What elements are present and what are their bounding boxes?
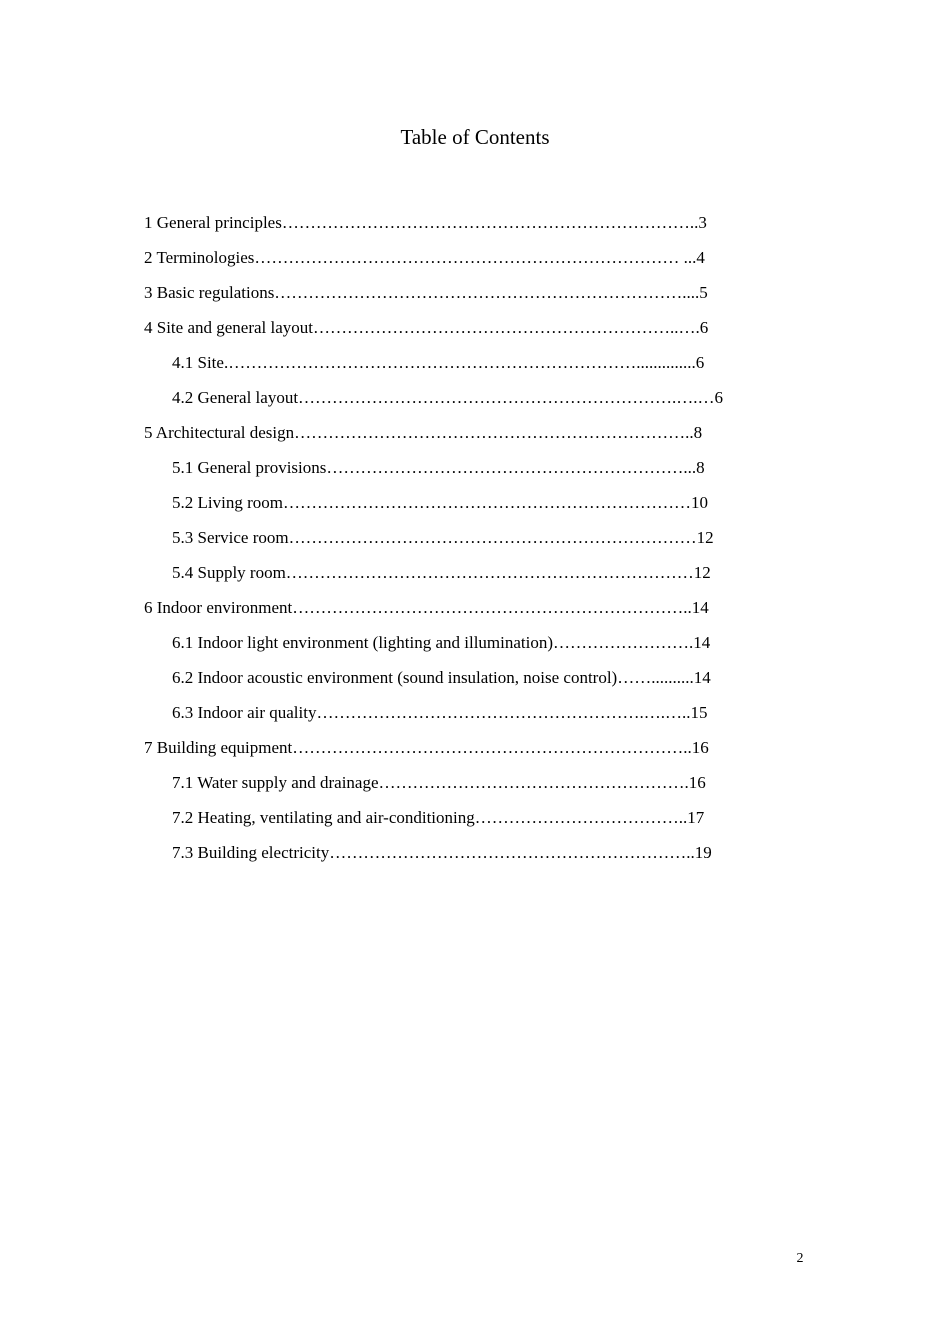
- toc-entry-text: 4.1 Site.………………………………………………………………..............6: [172, 353, 705, 372]
- toc-entry-5-4: [0, 559, 950, 594]
- toc-entry-4-1: [0, 349, 950, 384]
- toc-entry-text: 5.2 Living room………………………………………………………………10: [172, 493, 708, 512]
- toc-entry-7-1: [0, 769, 950, 804]
- toc-entry-5-2: [0, 489, 950, 524]
- toc-entry-5-3: [0, 524, 950, 559]
- toc-entry-text: 6 Indoor environment……………………………………………………………..14: [144, 598, 709, 617]
- toc-entry-4-2: [0, 384, 950, 419]
- toc-entry-6-1: [0, 629, 950, 664]
- toc-entry-2: [0, 244, 950, 279]
- toc-entry-text: 3 Basic regulations………………………………………………………………....5: [144, 283, 708, 302]
- toc-entry-3: [0, 279, 950, 314]
- toc-entry-text: 4.2 General layout………………………………………………………….….…6: [172, 388, 724, 407]
- toc-entry-text: 5.1 General provisions………………………………………………………...8: [172, 458, 705, 477]
- toc-entry-7-2: [0, 804, 950, 839]
- toc-list: [0, 209, 950, 874]
- toc-entry-7-3: [0, 839, 950, 874]
- toc-title: Table of Contents: [400, 125, 550, 149]
- toc-entry-text: 5.4 Supply room………………………………………………………………12: [172, 563, 711, 582]
- toc-entry-5-1: [0, 454, 950, 489]
- toc-entry-text: 6.3 Indoor air quality………………………………………………….….…..15: [172, 703, 708, 722]
- toc-entry-text: 6.2 Indoor acoustic environment (sound insulation, noise control)……..........14: [172, 668, 711, 687]
- toc-entry-7: [0, 734, 950, 769]
- toc-entry-text: 1 General principles………………………………………………………………..3: [144, 213, 707, 232]
- page-number: 2: [796, 1251, 804, 1266]
- toc-entry-text: 5 Architectural design……………………………………………………………..8: [144, 423, 703, 442]
- toc-entry-text: 7 Building equipment……………………………………………………………..16: [144, 738, 709, 757]
- toc-entry-text: 5.3 Service room………………………………………………………………12: [172, 528, 714, 547]
- toc-entry-1: [0, 209, 950, 244]
- toc-entry-4: [0, 314, 950, 349]
- toc-entry-text: 7.3 Building electricity………………………………………………………..19: [172, 843, 712, 862]
- toc-entry-text: 7.2 Heating, ventilating and air-conditioning………………………………..17: [172, 808, 705, 827]
- toc-entry-text: 4 Site and general layout………………………………………………………..….6: [144, 318, 709, 337]
- toc-entry-6: [0, 594, 950, 629]
- toc-entry-6-2: [0, 664, 950, 699]
- toc-entry-6-3: [0, 699, 950, 734]
- toc-entry-text: 2 Terminologies………………………………………………………………… ...4: [144, 248, 705, 267]
- toc-entry-5: [0, 419, 950, 454]
- toc-entry-text: 7.1 Water supply and drainage……………………………………………….16: [172, 773, 706, 792]
- toc-entry-text: 6.1 Indoor light environment (lighting and illumination)…………………….14: [172, 633, 711, 652]
